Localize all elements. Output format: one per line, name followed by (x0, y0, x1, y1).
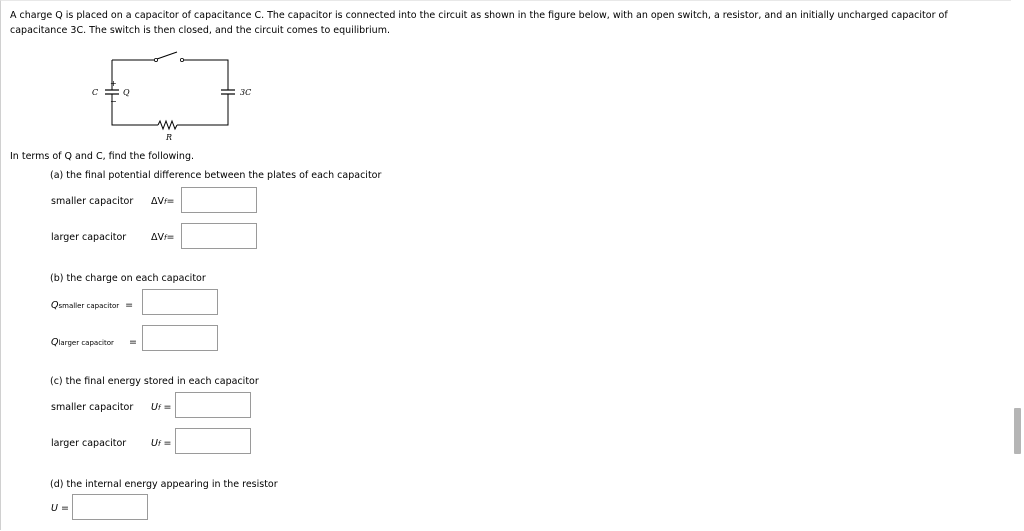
delta-v-symbol: ΔV (151, 232, 164, 243)
u-symbol: U (151, 438, 158, 449)
left-cap-charge: Q (123, 88, 130, 97)
subscript-f: f (157, 440, 161, 448)
left-cap-label: C (92, 88, 99, 97)
part-c-smaller-input[interactable] (176, 393, 250, 417)
part-b-smaller-symbol (51, 300, 133, 311)
part-b-larger-box (142, 325, 218, 351)
circuit-diagram (80, 50, 260, 150)
equals-sign: = (61, 503, 69, 514)
part-a-larger-symbol (151, 232, 174, 243)
part-a-smaller-label: smaller capacitor (51, 196, 134, 207)
equals-sign: = (166, 196, 175, 207)
subscript-f: f (164, 234, 167, 242)
part-a-larger-box (181, 223, 257, 249)
part-b-larger-input[interactable] (143, 326, 217, 350)
subscript-smaller-capacitor: smaller capacitor (58, 302, 120, 310)
part-c-larger-input[interactable] (176, 429, 250, 453)
delta-v-symbol: ΔV (151, 196, 164, 207)
part-c-smaller-label: smaller capacitor (51, 402, 134, 413)
subscript-f: f (164, 198, 167, 206)
part-b-smaller-input[interactable] (143, 290, 217, 314)
part-d-heading: (d) the internal energy appearing in the resistor (50, 479, 278, 490)
part-b-smaller-box (142, 289, 218, 315)
problem-statement (10, 9, 948, 38)
minus-sign: − (110, 97, 117, 106)
resistor-zigzag (158, 121, 177, 129)
resistor-label: R (166, 133, 173, 142)
equals-sign: = (166, 232, 175, 243)
part-d-symbol (51, 503, 69, 514)
scrollbar-thumb[interactable] (1014, 408, 1021, 454)
part-a-heading: (a) the final potential difference between the plates of each capacitor (50, 170, 382, 181)
part-b-heading: (b) the charge on each capacitor (50, 273, 206, 284)
equals-sign: = (163, 438, 172, 449)
equals-sign: = (125, 300, 134, 311)
part-c-smaller-symbol (151, 402, 171, 413)
subscript-larger-capacitor: larger capacitor (58, 339, 114, 347)
u-symbol: U (151, 402, 158, 413)
part-c-larger-symbol (151, 438, 171, 449)
switch-contact-right (180, 58, 183, 61)
wire-bottom-right (177, 94, 228, 125)
part-b-larger-symbol (51, 337, 137, 348)
wire-top-right (184, 60, 228, 90)
equals-sign: = (128, 337, 137, 348)
right-cap-label: 3C (240, 88, 252, 97)
equals-sign: = (163, 402, 172, 413)
part-a-smaller-symbol (151, 196, 174, 207)
problem-line-2: capacitance 3C. The switch is then closed, and the circuit comes to equilibrium. (10, 24, 390, 36)
q-symbol: Q (51, 337, 59, 348)
wire-left-bottom (112, 94, 158, 125)
part-a-larger-label: larger capacitor (51, 232, 127, 243)
part-a-smaller-input[interactable] (182, 188, 256, 212)
part-c-larger-box (175, 428, 251, 454)
part-a-larger-input[interactable] (182, 224, 256, 248)
part-d-box (72, 494, 148, 520)
part-a-smaller-box (181, 187, 257, 213)
plus-sign: + (110, 79, 117, 88)
q-symbol: Q (51, 300, 59, 311)
instructions: In terms of Q and C, find the following. (10, 151, 195, 162)
subscript-f: f (157, 404, 161, 412)
switch-blade (157, 52, 177, 59)
part-c-smaller-box (175, 392, 251, 418)
part-d-input[interactable] (73, 495, 147, 519)
problem-line-1: A charge Q is placed on a capacitor of capacitance C. The capacitor is connected into the circuit as shown in the figure below, with an open switch, a resistor, and an initially uncharged capacitor of (10, 10, 948, 21)
u-symbol: U (51, 503, 58, 514)
part-c-larger-label: larger capacitor (51, 438, 127, 449)
part-c-heading: (c) the final energy stored in each capacitor (50, 376, 259, 387)
